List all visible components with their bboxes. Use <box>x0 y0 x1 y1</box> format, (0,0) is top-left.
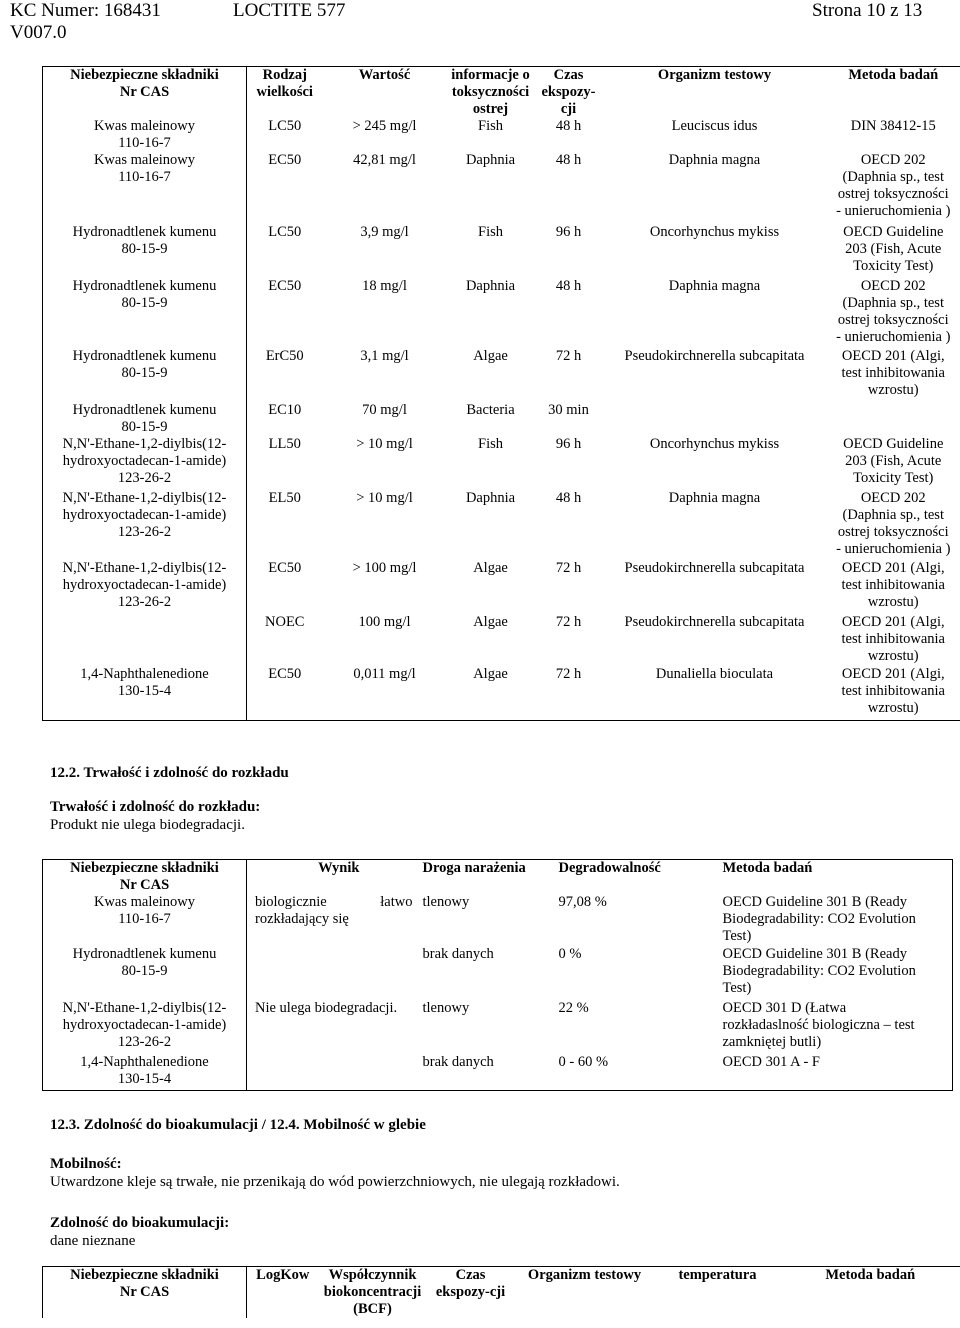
bio-col-header-method: Metoda badań <box>723 860 953 895</box>
bio-cell-method <box>723 894 953 946</box>
bcf-col-header-bcf: Współczynnik biokoncentracji (BCF) <box>319 1267 427 1319</box>
persistence-label: Trwałość i zdolność do rozkładu: <box>50 799 261 815</box>
section-12-3-heading: 12.3. Zdolność do bioakumulacji / 12.4. Mobilność w glebie <box>50 1117 426 1133</box>
result-text: Nie ulega biodegradacji. <box>255 1000 398 1016</box>
bioaccumulation-text: dane nieznane <box>50 1233 136 1249</box>
tox-cell-type: NOEC <box>265 614 305 630</box>
col-header-info: informacje o toksyczności ostrej <box>447 67 535 119</box>
method-line: Toxicity Test) <box>853 258 934 274</box>
bio-header-row <box>43 860 953 895</box>
mobility-text: Utwardzone kleje są trwałe, nie przenikają do wód powierzchniowych, nie ulegają rozkładowi. <box>50 1174 620 1190</box>
method-line: wzrostu) <box>867 648 919 664</box>
bio-col-header-substance: Niebezpieczne składniki Nr CAS <box>43 860 247 895</box>
tox-cell-info: Algae <box>473 560 508 576</box>
method-line: zamkniętej butli) <box>722 1034 822 1050</box>
substance-name: N,N'-Ethane-1,2-diylbis(12- <box>62 1000 227 1016</box>
tox-cell-method <box>827 560 960 614</box>
substance-name: Kwas maleinowy <box>93 118 196 134</box>
cas-number: 123-26-2 <box>117 1034 172 1050</box>
col-header-organism: Organizm testowy <box>603 67 827 119</box>
tox-cell-time: 48 h <box>555 490 582 506</box>
bio-col-header-degradability: Degradowalność <box>559 860 723 895</box>
tox-cell-method <box>827 278 960 348</box>
bio-cell-degradability: 97,08 % <box>558 894 607 910</box>
col-header-method: Metoda badań <box>827 67 960 119</box>
cas-number: 110-16-7 <box>118 911 171 927</box>
method-line: OECD 202 <box>860 278 926 294</box>
method-line: wzrostu) <box>867 594 919 610</box>
method-line: (Daphnia sp., test <box>842 169 944 185</box>
tox-cell-substance <box>43 436 247 490</box>
tox-cell-substance <box>43 666 247 720</box>
tox-cell-info: Algae <box>473 348 508 364</box>
cas-number: 130-15-4 <box>117 683 172 699</box>
tox-cell-info: Algae <box>447 666 535 720</box>
substance-name-cont: hydroxyoctadecan-1-amide) <box>62 507 227 523</box>
substance-name: Hydronadtlenek kumenu <box>72 278 217 294</box>
method-line: OECD 301 D (Łatwa <box>722 1000 847 1016</box>
bcf-col-header-time: Czas ekspozy-cji <box>427 1267 515 1319</box>
tox-cell-value: > 100 mg/l <box>352 560 417 576</box>
tox-cell-method <box>827 152 960 224</box>
kc-number: KC Numer: 168431 <box>10 0 161 21</box>
method-line: test inhibitowania <box>841 683 945 699</box>
bio-cell-method <box>723 946 953 1000</box>
tox-cell-time: 96 h <box>555 436 582 452</box>
method-line: Test) <box>722 928 752 944</box>
bio-cell-method <box>723 1000 953 1054</box>
method-line: ostrej toksyczności <box>837 524 949 540</box>
method-line: OECD 201 (Algi, <box>841 348 945 364</box>
method-line: Biodegradability: CO2 Evolution <box>722 911 916 927</box>
tox-cell-value: > 245 mg/l <box>352 118 417 134</box>
toxicity-header-row <box>43 67 960 119</box>
tox-cell-type: EC50 <box>268 152 302 168</box>
tox-cell-value: > 10 mg/l <box>356 490 413 506</box>
tox-cell-organism: Daphnia magna <box>668 278 761 294</box>
bio-cell-substance <box>43 894 247 946</box>
method-line: (Daphnia sp., test <box>842 295 944 311</box>
method-line: Biodegradability: CO2 Evolution <box>722 963 916 979</box>
col-header-value: Wartość <box>323 67 447 119</box>
tox-cell-substance <box>43 560 247 614</box>
method-line: OECD 301 A - F <box>722 1054 820 1070</box>
tox-cell-substance <box>43 348 247 402</box>
tox-cell-info: Bacteria <box>466 402 515 418</box>
tox-cell-time: 30 min <box>548 402 589 418</box>
result-text-b: łatwo <box>380 894 413 910</box>
tox-cell-substance <box>43 224 247 278</box>
substance-name: N,N'-Ethane-1,2-diylbis(12- <box>62 490 227 506</box>
bcf-header-row <box>43 1267 960 1319</box>
cas-number: 123-26-2 <box>117 524 172 540</box>
cas-number: 123-26-2 <box>117 594 172 610</box>
tox-cell-value: 3,1 mg/l <box>360 348 409 364</box>
tox-cell-value: 18 mg/l <box>362 278 407 294</box>
col-header-type: Rodzaj wielkości <box>247 67 323 119</box>
bio-cell-degradability: 22 % <box>558 1000 589 1016</box>
method-line: OECD 202 <box>860 490 926 506</box>
cas-number: 110-16-7 <box>118 169 171 185</box>
tox-cell-time: 48 h <box>555 278 582 294</box>
cas-number: 80-15-9 <box>121 963 168 979</box>
tox-cell-organism: Oncorhynchus mykiss <box>649 436 780 452</box>
bio-cell-method <box>723 1054 953 1090</box>
substance-name: N,N'-Ethane-1,2-diylbis(12- <box>62 436 227 452</box>
substance-name: 1,4-Naphthalenedione <box>80 666 209 682</box>
substance-name: 1,4-Naphthalenedione <box>80 1054 209 1070</box>
bio-cell-route: tlenowy <box>422 1000 470 1016</box>
bcf-col-header-logkow: LogKow <box>247 1267 319 1319</box>
method-line: OECD 202 <box>860 152 926 168</box>
bio-cell-substance <box>43 1000 247 1054</box>
tox-cell-method <box>827 490 960 560</box>
cas-number: 80-15-9 <box>121 365 168 381</box>
bcf-col-header-organism: Organizm testowy <box>515 1267 655 1319</box>
tox-cell-substance <box>43 152 247 224</box>
cas-number: 123-26-2 <box>117 470 172 486</box>
tox-cell-organism: Pseudokirchnerella subcapitata <box>624 614 805 630</box>
tox-row <box>43 614 960 666</box>
bcf-col-header-substance: Niebezpieczne składniki Nr CAS <box>43 1267 247 1319</box>
tox-cell-value: 0,011 mg/l <box>323 666 447 720</box>
tox-cell-time: 72 h <box>535 666 603 720</box>
method-line: rozkładaslność biologiczna – test <box>722 1017 915 1033</box>
toxicity-table <box>42 66 960 721</box>
bio-row <box>43 946 953 1000</box>
tox-cell-time: 72 h <box>555 614 582 630</box>
tox-row <box>43 224 960 278</box>
page-number: Strona 10 z 13 <box>812 0 923 21</box>
tox-cell-value: 3,9 mg/l <box>360 224 409 240</box>
tox-cell-method <box>827 666 960 720</box>
tox-cell-value: > 10 mg/l <box>356 436 413 452</box>
bio-cell-degradability: 0 - 60 % <box>559 1054 723 1090</box>
tox-cell-info: Algae <box>473 614 508 630</box>
substance-name: Hydronadtlenek kumenu <box>72 348 217 364</box>
tox-cell-substance <box>43 118 247 152</box>
tox-cell-info: Daphnia <box>465 152 516 168</box>
tox-cell-method <box>827 436 960 490</box>
bioaccumulation-label: Zdolność do bioakumulacji: <box>50 1215 230 1231</box>
method-line: ostrej toksyczności <box>837 312 949 328</box>
method-line: wzrostu) <box>867 382 919 398</box>
method-line: OECD Guideline 301 B (Ready <box>722 946 907 962</box>
method-line: (Daphnia sp., test <box>842 507 944 523</box>
col-header-substance: Niebezpieczne składniki Nr CAS <box>43 67 247 119</box>
section-12-2-heading: 12.2. Trwałość i zdolność do rozkładu <box>50 765 289 781</box>
cas-number: 80-15-9 <box>121 295 168 311</box>
tox-cell-organism: Dunaliella bioculata <box>603 666 827 720</box>
tox-row <box>43 560 960 614</box>
method-line: 203 (Fish, Acute <box>845 453 942 469</box>
tox-cell-organism: Daphnia magna <box>668 152 761 168</box>
page-header <box>0 0 960 44</box>
bio-row <box>43 1054 953 1090</box>
method-line: OECD Guideline 301 B (Ready <box>722 894 907 910</box>
tox-cell-type: EC50 <box>268 560 302 576</box>
tox-cell-method <box>827 224 960 278</box>
bio-cell-degradability: 0 % <box>558 946 582 962</box>
bio-col-header-result: Wynik <box>247 860 423 895</box>
tox-cell-substance <box>43 402 247 436</box>
result-line-2: rozkładający się <box>255 911 349 927</box>
bio-row <box>43 894 953 946</box>
tox-row <box>43 152 960 224</box>
method-line: ostrej toksyczności <box>837 186 949 202</box>
bioconcentration-table <box>42 1266 960 1318</box>
tox-cell-value: 100 mg/l <box>358 614 411 630</box>
tox-cell-info: Fish <box>478 118 503 134</box>
cas-number: 110-16-7 <box>118 135 171 151</box>
bio-cell-route: brak danych <box>423 1054 559 1090</box>
tox-cell-method <box>827 402 960 436</box>
tox-cell-time: 48 h <box>555 118 582 134</box>
tox-cell-organism: Daphnia magna <box>668 490 761 506</box>
tox-cell-time: 72 h <box>555 560 582 576</box>
product-name: LOCTITE 577 <box>233 0 346 21</box>
persistence-text: Produkt nie ulega biodegradacji. <box>50 817 245 833</box>
tox-cell-method <box>827 614 960 666</box>
tox-cell-type: EC50 <box>268 278 302 294</box>
tox-cell-value: 70 mg/l <box>362 402 407 418</box>
tox-cell-method <box>827 118 960 152</box>
tox-cell-organism: Pseudokirchnerella subcapitata <box>624 348 805 364</box>
tox-row <box>43 348 960 402</box>
method-line: DIN 38412-15 <box>850 118 936 134</box>
biodegradation-table <box>42 859 953 1091</box>
tox-cell-type: EC10 <box>268 402 302 418</box>
result-line <box>255 1000 413 1017</box>
tox-row <box>43 666 960 720</box>
tox-cell-type: LC50 <box>268 224 302 240</box>
tox-row <box>43 118 960 152</box>
bio-cell-route: brak danych <box>422 946 494 962</box>
method-line: test inhibitowania <box>841 365 945 381</box>
bio-cell-result <box>247 946 423 1000</box>
bcf-col-header-method: Metoda badań <box>781 1267 960 1319</box>
substance-name: Hydronadtlenek kumenu <box>72 946 217 962</box>
bio-cell-result <box>247 1000 423 1054</box>
cas-number: 80-15-9 <box>121 241 168 257</box>
bio-cell-substance <box>43 1054 247 1090</box>
cas-number: 80-15-9 <box>121 419 168 435</box>
tox-cell-info: Daphnia <box>465 278 516 294</box>
tox-cell-type: ErC50 <box>265 348 304 364</box>
tox-cell-organism <box>603 402 827 436</box>
substance-name-cont: hydroxyoctadecan-1-amide) <box>62 1017 227 1033</box>
method-line: OECD 201 (Algi, <box>841 560 945 576</box>
method-line: - unieruchomienia ) <box>836 541 951 557</box>
tox-cell-organism: Pseudokirchnerella subcapitata <box>624 560 805 576</box>
tox-cell-info: Fish <box>478 436 503 452</box>
mobility-label: Mobilność: <box>50 1156 122 1172</box>
bio-row <box>43 1000 953 1054</box>
method-line: - unieruchomienia ) <box>836 329 951 345</box>
tox-row <box>43 402 960 436</box>
tox-cell-time: 96 h <box>555 224 582 240</box>
substance-name-cont: hydroxyoctadecan-1-amide) <box>62 453 227 469</box>
tox-cell-type: LC50 <box>268 118 302 134</box>
bio-cell-result <box>247 1054 423 1090</box>
tox-cell-type: EL50 <box>268 490 301 506</box>
method-line: test inhibitowania <box>841 577 945 593</box>
tox-cell-info: Daphnia <box>465 490 516 506</box>
method-line: OECD Guideline <box>843 436 944 452</box>
method-line: wzrostu) <box>867 700 919 716</box>
method-line: test inhibitowania <box>841 631 945 647</box>
result-text: biologicznie <box>255 894 327 910</box>
tox-cell-time: 48 h <box>555 152 582 168</box>
method-line: OECD 201 (Algi, <box>841 614 945 630</box>
substance-name: Kwas maleinowy <box>93 152 196 168</box>
tox-row <box>43 436 960 490</box>
bcf-col-header-temperature: temperatura <box>655 1267 781 1319</box>
tox-cell-type: EC50 <box>247 666 323 720</box>
bio-cell-substance <box>43 946 247 1000</box>
tox-cell-time: 72 h <box>555 348 582 364</box>
version: V007.0 <box>10 22 67 43</box>
tox-cell-type: LL50 <box>268 436 301 452</box>
substance-name: Kwas maleinowy <box>93 894 196 910</box>
substance-name: Hydronadtlenek kumenu <box>72 224 217 240</box>
result-line <box>255 894 413 911</box>
method-line: OECD Guideline <box>843 224 944 240</box>
substance-name: N,N'-Ethane-1,2-diylbis(12- <box>62 560 227 576</box>
tox-cell-organism: Oncorhynchus mykiss <box>649 224 780 240</box>
substance-name-cont: hydroxyoctadecan-1-amide) <box>62 577 227 593</box>
method-line: - unieruchomienia ) <box>836 203 951 219</box>
bio-cell-route: tlenowy <box>422 894 470 910</box>
substance-name: Hydronadtlenek kumenu <box>72 402 217 418</box>
bio-col-header-route: Droga narażenia <box>423 860 559 895</box>
method-line: Toxicity Test) <box>853 470 934 486</box>
tox-cell-organism: Leuciscus idus <box>671 118 758 134</box>
col-header-time: Czas ekspozy- cji <box>535 67 603 119</box>
cas-number: 130-15-4 <box>117 1071 172 1087</box>
method-line: OECD 201 (Algi, <box>841 666 945 682</box>
tox-cell-substance <box>43 614 247 666</box>
bio-cell-result <box>247 894 423 946</box>
tox-cell-info: Fish <box>478 224 503 240</box>
tox-row <box>43 278 960 348</box>
tox-row <box>43 490 960 560</box>
tox-cell-value: 42,81 mg/l <box>353 152 416 168</box>
tox-cell-method <box>827 348 960 402</box>
method-line: Test) <box>722 980 752 996</box>
tox-cell-substance <box>43 490 247 560</box>
tox-cell-substance <box>43 278 247 348</box>
method-line: 203 (Fish, Acute <box>845 241 942 257</box>
